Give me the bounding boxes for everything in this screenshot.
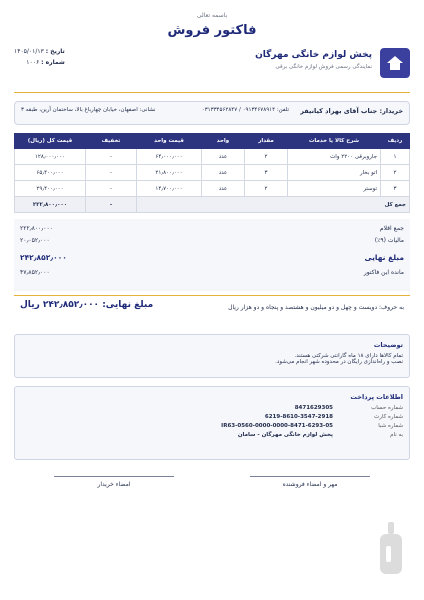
sum-label: جمع اقلام [379,225,404,232]
name-value: پخش لوازم خانگی مهرگان - سامان [237,432,333,438]
col-header: مقدار [245,134,288,149]
number-label: شماره : [41,59,65,66]
table-row [15,149,410,165]
cell: ۱۴٫۷۰۰٫۰۰۰ [137,181,202,197]
cell: ۱ [381,149,410,165]
number-value: ۱۰۰۶ [26,59,40,66]
cell: عدد [202,181,245,197]
cell: ۳ [245,165,288,181]
items-table [14,133,410,213]
shop-name: پخش لوازم خانگی مهرگان [255,50,372,60]
words-text: به حروف: دویست و چهل و دو میلیون و هشتصد و پنجاه و دو هزار ریال [228,304,404,311]
card-value: 6219-8610-3547-2918 [264,414,333,420]
seller-signature [250,476,370,488]
total-label: جمع کل [137,197,410,213]
note-line: تمام کالاها دارای ۱۸ ماه گارانتی شرکتی هستند. [294,353,403,359]
bismillah: باسمه تعالی [196,12,228,19]
date-value: ۱۴۰۵/۰۱/۱۳ [14,48,44,55]
table-header-row [15,134,410,149]
cell: ۲۱٫۸۰۰٫۰۰۰ [137,165,202,181]
buyer-signature [54,476,174,488]
notes-box [14,334,410,378]
signatures [14,476,410,506]
cell: توستر [288,181,381,197]
account-label: شماره حساب [371,405,403,411]
total-discount: - [86,197,137,213]
invoice-header [14,46,410,90]
cell: - [86,181,137,197]
name-label: به نام [390,432,403,438]
card-label: شماره کارت [374,414,403,420]
cell: جاروبرقی ۲۲۰۰ وات [288,149,381,165]
invoice-page [14,12,410,506]
house-icon [380,48,410,78]
account-value: 8471629305 [294,405,333,411]
cell: ۶۴٫۰۰۰٫۰۰۰ [137,149,202,165]
cell: ۶۵٫۴۰۰٫۰۰۰ [15,165,86,181]
buyer-address: نشانی: اصفهان، خیابان چهارباغ بالا، ساختمان آرین، طبقه ۳ [21,107,156,113]
seller-signature-label: مهر و امضاء فروشنده [282,481,338,488]
final-label: مبلغ نهایی [364,253,404,262]
cell: ۱۲۸٫۰۰۰٫۰۰۰ [15,149,86,165]
date-label: تاریخ : [45,48,65,55]
buyer-box [14,101,410,125]
summary-box [14,219,410,291]
cell: ۳ [381,181,410,197]
shop-subtitle: نمایندگی رسمی فروش لوازم خانگی برقی [275,64,372,70]
sheba-label: شماره شبا [378,423,403,429]
app-watermark-icon [372,520,406,580]
remain-value: ۴۷٫۸۵۲٫۰۰۰ [20,269,50,276]
table-row [15,165,410,181]
cell: ۲۹٫۴۰۰٫۰۰۰ [15,181,86,197]
payment-title: اطلاعات پرداخت [350,393,403,401]
buyer-name: خریدار: جناب آقای بهراد کیانیفر [300,107,403,115]
final-amount: مبلغ نهایی: ۲۴۲٫۸۵۲٫۰۰۰ ریال [20,300,154,310]
invoice-title: فاکتور فروش [167,23,257,38]
cell: - [86,149,137,165]
cell: ۲ [245,149,288,165]
cell: عدد [202,149,245,165]
note-line: نصب و راه‌اندازی رایگان در محدوده شهر انجام می‌شود. [275,359,403,365]
cell: - [86,165,137,181]
cell: عدد [202,165,245,181]
col-header: ردیف [381,134,410,149]
buyer-signature-label: امضاء خریدار [97,481,131,488]
remain-label: مانده این فاکتور [363,269,404,276]
sum-value: ۲۲۲٫۸۰۰٫۰۰۰ [20,225,53,232]
tax-value: ۲۰٫۰۵۲٫۰۰۰ [20,237,50,244]
col-header: تخفیف [86,134,137,149]
table-total-row [15,197,410,213]
cell: ۲ [381,165,410,181]
sheba-value: IR63-0560-0000-0000-8471-6293-05 [221,423,333,429]
final-value: ۲۴۲٫۸۵۲٫۰۰۰ [20,253,67,262]
gold-divider [14,92,410,93]
col-header: واحد [202,134,245,149]
tax-label: مالیات (۹٪) [374,237,404,244]
notes-title: توضیحات [373,341,403,349]
cell: اتو بخار [288,165,381,181]
cell: ۲ [245,181,288,197]
invoice-meta [14,48,65,70]
col-header: شرح کالا یا خدمات [288,134,381,149]
amount-in-words [14,295,410,320]
payment-box [14,386,410,460]
table-row [15,181,410,197]
buyer-tel: تلفن: ۰۹۱۳۴۶۷۸۹۱۴ / ۰۳۱۳۳۴۵۶۲۸۴۷ [201,107,289,113]
col-header: قیمت کل (ریال) [15,134,86,149]
total-value: ۲۲۲٫۸۰۰٫۰۰۰ [15,197,86,213]
col-header: قیمت واحد [137,134,202,149]
